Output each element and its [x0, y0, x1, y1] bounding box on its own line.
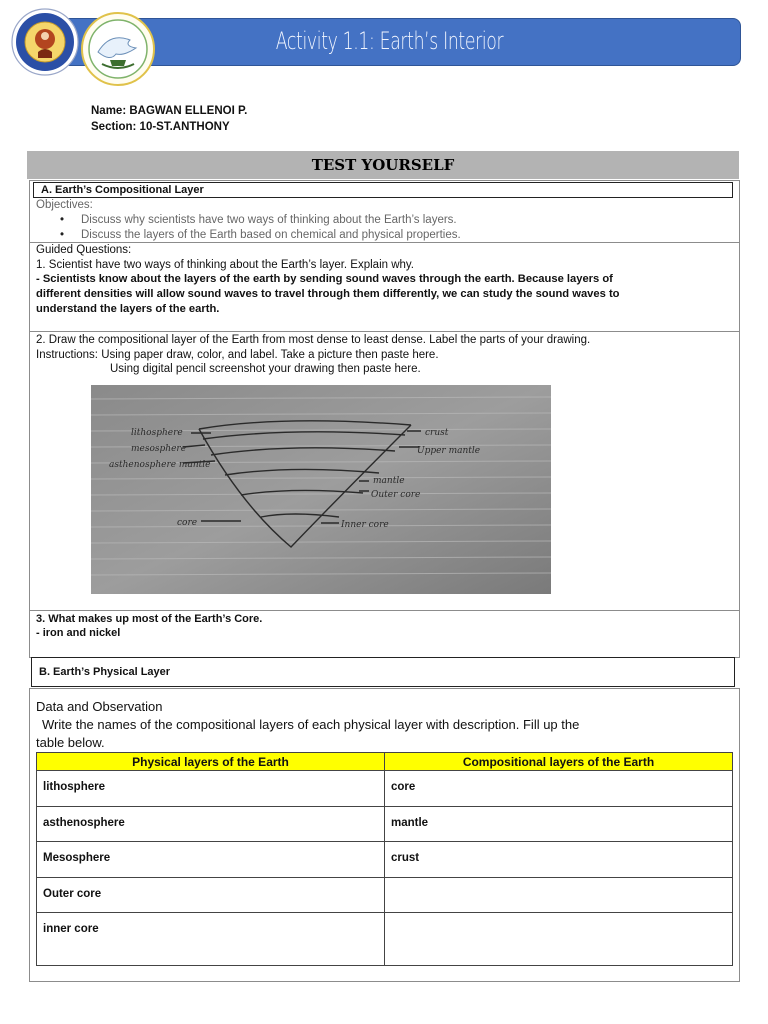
table-cell: crust	[385, 842, 733, 878]
label-core: core	[177, 518, 198, 528]
table-row	[37, 842, 733, 878]
col-physical-layers: Physical layers of the Earth	[37, 753, 385, 771]
col-compositional-layers: Compositional layers of the Earth	[385, 753, 733, 771]
test-yourself-header: TEST YOURSELF	[27, 151, 739, 179]
school-seal-icon	[80, 10, 156, 88]
table-row	[37, 807, 733, 842]
question-3: 3. What makes up most of the Earth’s Core.	[36, 613, 263, 625]
university-seal-icon	[10, 6, 80, 78]
table-row	[37, 913, 733, 966]
answer-1-line: different densities will allow sound waves to travel through them differently, we can study the sound waves to	[36, 288, 620, 300]
question-1: 1. Scientist have two ways of thinking about the Earth’s layer. Explain why.	[36, 259, 415, 271]
label-mantle: mantle	[373, 476, 405, 486]
question-2-instructions: Instructions: Using paper draw, color, and label. Take a picture then paste here.	[36, 349, 439, 361]
layers-table	[36, 752, 733, 966]
label-lithosphere: lithosphere	[131, 428, 183, 438]
student-name: Name: BAGWAN ELLENOI P.	[91, 105, 248, 117]
table-cell: Outer core	[37, 878, 385, 913]
section-b-instruction: Write the names of the compositional layers of each physical layer with description. Fill up the	[42, 717, 580, 732]
table-row	[37, 771, 733, 807]
answer-1-line: - Scientists know about the layers of the earth by sending sound waves through the earth. Because layers of	[36, 273, 613, 285]
section-a-heading: A. Earth’s Compositional Layer	[41, 184, 204, 196]
label-asthenosphere: asthenosphere mantle	[109, 460, 211, 470]
earth-layers-sketch	[91, 385, 551, 594]
table-cell: lithosphere	[37, 771, 385, 807]
table-header-row	[37, 753, 733, 771]
answer-1-line: understand the layers of the earth.	[36, 303, 220, 315]
objectives-list	[60, 213, 461, 243]
table-cell: mantle	[385, 807, 733, 842]
label-crust: crust	[425, 428, 449, 438]
table-cell: Mesosphere	[37, 842, 385, 878]
table-cell: inner core	[37, 913, 385, 966]
label-inner-core: Inner core	[341, 520, 389, 530]
table-row	[37, 878, 733, 913]
label-outer-core: Outer core	[371, 490, 421, 500]
objective-item: • Discuss why scientists have two ways of thinking about the Earth’s layers.	[60, 213, 461, 228]
objective-item: • Discuss the layers of the Earth based on chemical and physical properties.	[60, 228, 461, 243]
section-b-instruction-cont: table below.	[36, 735, 105, 750]
page-title: Activity 1.1: Earth’s Interior	[275, 27, 504, 55]
objectives-label: Objectives:	[36, 199, 93, 211]
label-mesosphere: mesosphere	[131, 444, 187, 454]
table-cell: core	[385, 771, 733, 807]
label-upper-mantle: Upper mantle	[417, 446, 481, 456]
section-b-heading: B. Earth’s Physical Layer	[39, 666, 171, 678]
table-cell	[385, 878, 733, 913]
student-section: Section: 10-ST.ANTHONY	[91, 121, 230, 133]
student-info	[91, 103, 247, 135]
answer-1	[36, 272, 732, 317]
table-cell: asthenosphere	[37, 807, 385, 842]
table-cell	[385, 913, 733, 966]
answer-3: - iron and nickel	[36, 627, 121, 639]
guided-questions-label: Guided Questions:	[36, 244, 132, 256]
question-2: 2. Draw the compositional layer of the Earth from most dense to least dense. Label the parts of your drawing.	[36, 334, 591, 346]
question-2-instructions-digital: Using digital pencil screenshot your drawing then paste here.	[110, 363, 421, 375]
earth-layers-drawing-photo	[91, 385, 551, 594]
data-observation-label: Data and Observation	[36, 699, 163, 714]
